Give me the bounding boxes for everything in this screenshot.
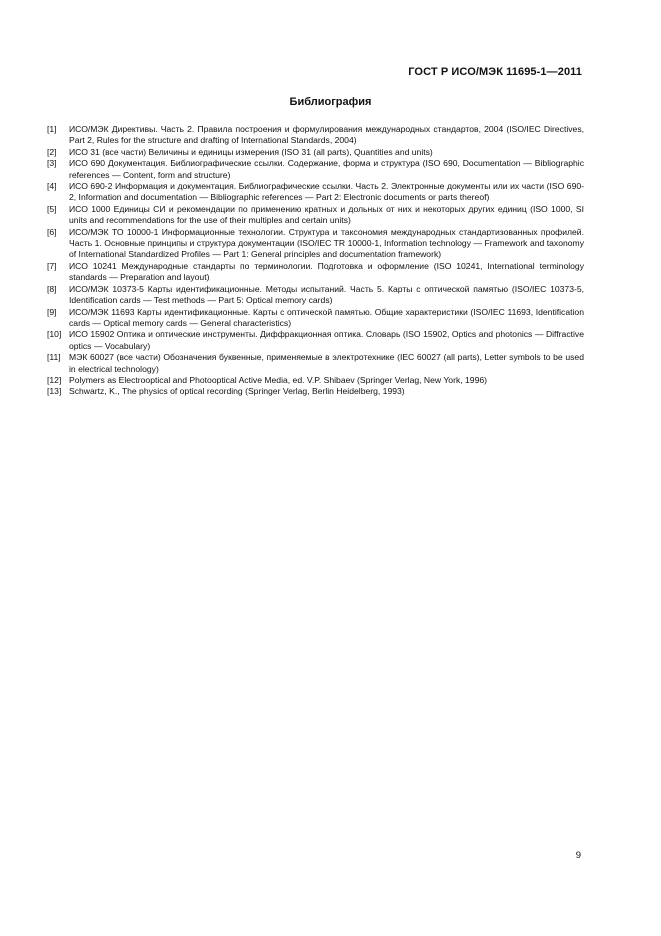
entry-text: ИСО 690-2 Информация и документация. Библиографические ссылки. Часть 2. Электронные документы или их части (ISO 690-2, Information and documentation — Bibliographic references — Part 2: Electronic documents or parts thereof) — [69, 181, 584, 203]
entry-number: [11] — [47, 352, 61, 363]
page-number: 9 — [575, 850, 581, 861]
entry-number: [12] — [47, 374, 62, 385]
bibliography-entry — [47, 375, 584, 386]
bibliography-list — [47, 124, 584, 398]
entry-text: ИСО 15902 Оптика и оптические инструменты. Диффракционная оптика. Словарь (ISO 15902, Optics and photonics — Diffractive optics — Vocabulary) — [69, 329, 584, 351]
entry-number: [6] — [47, 226, 57, 237]
entry-text: ИСО 10241 Международные стандарты по терминологии. Подготовка и оформление (ISO 10241, International terminology standards — Preparation and layout) — [69, 260, 584, 283]
entry-number: [8] — [47, 283, 57, 294]
entry-number: [9] — [47, 306, 57, 317]
entry-number: [10] — [47, 329, 62, 340]
bibliography-title: Библиография — [289, 96, 372, 108]
entry-text: Schwartz, K., The physics of optical recording (Springer Verlag, Berlin Heidelberg, 1993) — [69, 386, 405, 397]
bibliography-entry — [47, 386, 584, 397]
entry-number: [13] — [47, 386, 62, 397]
entry-text: Polymers as Electrooptical and Photooptical Active Media, ed. V.P. Shibaev (Springer Verlag, New York, 1996) — [69, 374, 487, 385]
entry-text: ИСО 31 (все части) Величины и единицы измерения (ISO 31 (all parts), Quantities and units) — [69, 146, 433, 157]
bibliography-entry — [47, 181, 584, 204]
entry-text: ИСО/МЭК Директивы. Часть 2. Правила построения и формулирования международных стандартов, 2004 (ISO/IEC Directives, Part 2, Rules for the structure and drafting of International Standards, 2004) — [69, 124, 584, 146]
bibliography-entry — [47, 158, 584, 181]
bibliography-entry — [47, 284, 584, 307]
entry-text: ИСО/МЭК ТО 10000-1 Информационные технологии. Структура и таксономия международных стандартизованных профилей. Часть 1. Основные принципы и структура документации (ISO/IEC TR 10000-1, Information technology — Framework and taxonomy of International Standardized Profiles — Part 1: General principles and documentation framework) — [69, 226, 584, 260]
entry-text: ИСО/МЭК 10373-5 Карты идентификационные. Методы испытаний. Часть 5. Карты с оптической памятью (ISO/IEC 10373-5, Identification cards — Test methods — Part 5: Optical memory cards) — [69, 283, 584, 306]
entry-text: ИСО 690 Документация. Библиографические ссылки. Содержание, форма и структура (ISO 690, Documentation — Bibliographic references — Content, form and structure) — [69, 158, 584, 180]
bibliography-entry — [47, 147, 584, 158]
bibliography-entry — [47, 352, 584, 375]
entry-number: [7] — [47, 260, 57, 271]
entry-number: [2] — [47, 146, 57, 157]
bibliography-entry — [47, 204, 584, 227]
bibliography-entry — [47, 227, 584, 261]
bibliography-entry — [47, 329, 584, 352]
bibliography-entry — [47, 124, 584, 147]
standard-code-header: ГОСТ Р ИСО/МЭК 11695-1—2011 — [408, 66, 582, 78]
entry-number: [1] — [47, 124, 57, 134]
entry-number: [5] — [47, 203, 57, 214]
entry-text: ИСО/МЭК 11693 Карты идентификационные. Карты с оптической памятью. Общие характеристики (ISO/IEC 11693, Identification cards — Optical memory cards — General characteristics) — [69, 306, 584, 328]
entry-number: [4] — [47, 181, 57, 192]
entry-text: ИСО 1000 Единицы СИ и рекомендации по применению кратных и дольных от них и некоторых других единиц (ISO 1000, SI units and recommendations for the use of their multiples and certain units) — [69, 203, 584, 226]
entry-number: [3] — [47, 158, 57, 169]
bibliography-entry — [47, 307, 584, 330]
bibliography-entry — [47, 261, 584, 284]
entry-text: МЭК 60027 (все части) Обозначения буквенные, применяемые в электротехнике (IEC 60027 (all parts), Letter symbols to be used in electrical technology) — [69, 352, 584, 374]
